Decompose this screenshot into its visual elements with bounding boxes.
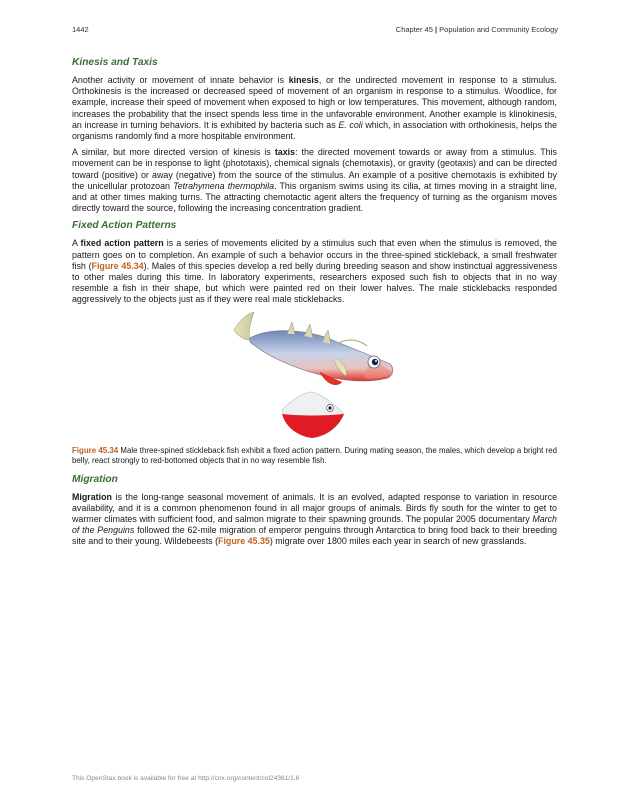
text-run: followed the 62-mile migration of emperor penguins through Antarctica to bring food back to their breeding site and to their young. Wildebeests ( (72, 525, 557, 547)
text-run: A (72, 238, 81, 249)
paragraph-migration (72, 492, 557, 548)
chapter-number: Chapter 45 (395, 25, 433, 34)
text-run: . This organism swims using its cilia, at times moving in a straight line, and at other times making turns. The attracting chemotactic agent alters the frequency of turning as the organism moves directly toward the source, following the increasing concentration gradient. (72, 180, 558, 214)
text-run: , or the undirected movement in response to a stimulus. Orthokinesis is the increased or decreased speed of movement of an organism in response to a stimulus. Woodlice, for example, increase their speed of movement when exposed to high or low temperatures. This movement, although random, increases the probability that the insect spends less time in the unfavorable environment. Another example is klinokinesis, an increase in turning behaviors. It is exhibited by bacteria such as (72, 75, 557, 130)
figure-label: Figure 45.34 (72, 445, 119, 455)
text-run: ) migrate over 1800 miles each year in search of new grasslands. (269, 536, 527, 547)
page-content (72, 56, 557, 553)
section-title-migration: Migration (72, 473, 118, 485)
section-title-kinesis: Kinesis and Taxis (72, 57, 158, 68)
species-ecoli: E. coli (338, 119, 363, 130)
figure-link-45-34[interactable]: Figure 45.34 (91, 260, 144, 271)
text-run: is a series of movements elicited by a stimulus such that even when the stimulus is removed, the pattern goes on to completion. An example of such a behavior occurs in the three-spined stickleback, a small freshwater fish ( (72, 238, 557, 271)
stickleback-illustration (72, 312, 557, 442)
running-head (396, 25, 558, 34)
text-run: Another activity or movement of innate behavior is (72, 75, 289, 85)
page-number: 1442 (72, 25, 89, 34)
paragraph-kinesis (72, 75, 557, 142)
term-taxis: taxis (274, 147, 296, 158)
species-tetrahymena: Tetrahymena thermophila (173, 180, 275, 191)
header-separator: | (432, 25, 440, 34)
red-bottomed-decoy (282, 392, 344, 438)
term-fixed-action-pattern: fixed action pattern (80, 238, 164, 249)
figure-stickleback (72, 312, 557, 442)
term-migration: Migration (72, 491, 112, 502)
figure-link-45-35[interactable]: Figure 45.35 (218, 536, 270, 547)
stickleback-fish (234, 312, 393, 385)
term-kinesis: kinesis (288, 75, 319, 85)
text-run: which, in association with orthokinesis, helps the organisms randomly find a more hospitable environment. (72, 119, 558, 142)
text-run: is the long-range seasonal movement of animals. It is an evolved, adapted response to variation in resource availability, and it is a common phenomenon found in all major groups of animals. Birds fly south for the winter to get to warmer climates with sufficient food, and salmon migrate to their spawning grounds. The popular 2005 documentary (72, 491, 557, 525)
page-footer: This OpenStax book is available for free at http://cnx.org/content/col24361/1.6 (72, 775, 300, 782)
figure-caption (72, 446, 557, 467)
caption-text: Male three-spined stickleback fish exhibit a fixed action pattern. During mating season, the males, which develop a bright red belly, react strongly to red-bottomed objects that in no way resemble fish. (72, 445, 557, 466)
text-run: : the directed movement towards or away from a stimulus. This movement can be in response to light (phototaxis), chemical signals (chemotaxis), or gravity (geotaxis) and can be directed toward (positive) or away (negative) from the source of the stimulus. An example of a positive chemotaxis is exhibited by the unicellular protozoan (72, 147, 557, 191)
text-run: ). Males of this species develop a red belly during breeding season and show instinctual aggressiveness to other males during this time. In laboratory experiments, researchers exposed such fish to objects that in no way resemble a fish in their shape, but which were painted red on their lower halves. The male sticklebacks responded aggressively to the objects just as if they were real male sticklebacks. (72, 260, 558, 305)
chapter-title: Population and Community Ecology (439, 25, 558, 34)
film-title: March of the Penguins (72, 514, 557, 536)
section-title-fixed-action: Fixed Action Patterns (72, 220, 177, 232)
text-run: A similar, but more directed version of kinesis is (72, 147, 275, 158)
paragraph-taxis (72, 147, 557, 214)
paragraph-fixed-action (72, 238, 557, 305)
